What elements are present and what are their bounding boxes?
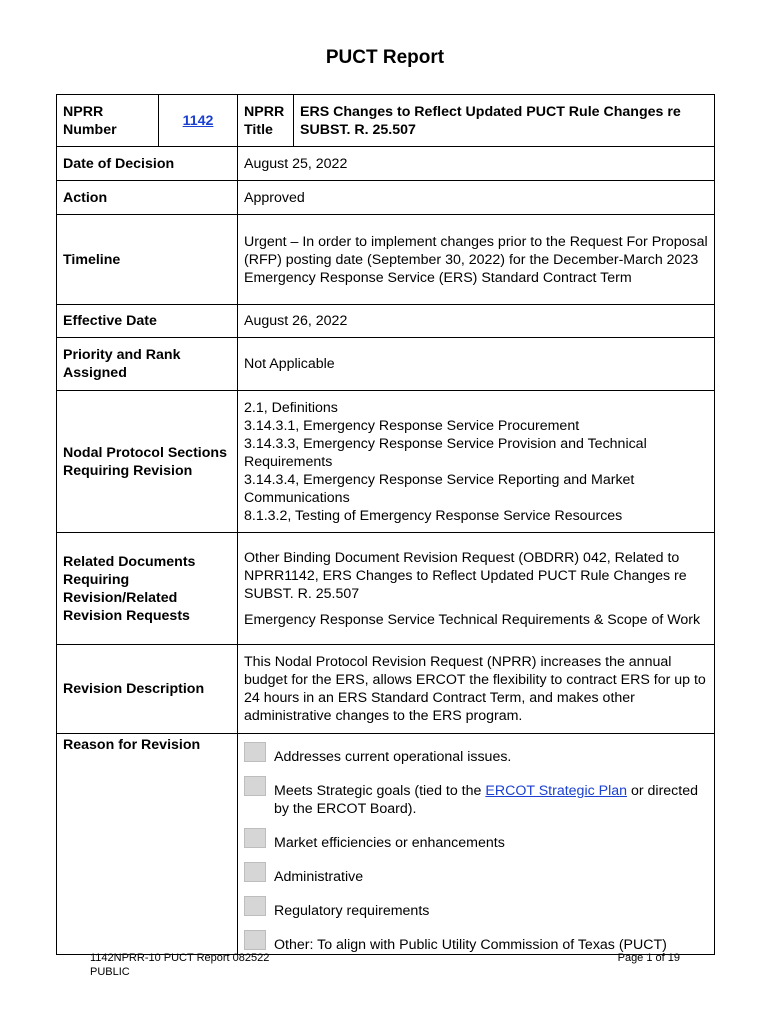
- related-doc-para: Emergency Response Service Technical Requirements & Scope of Work: [244, 611, 701, 628]
- footer-classification: PUBLIC: [90, 966, 130, 978]
- nprr-title-label: NPRR Title: [238, 95, 294, 147]
- page-title: PUCT Report: [325, 47, 445, 68]
- reason-text: [274, 776, 708, 818]
- reason-option: [244, 862, 708, 886]
- table-row: [57, 181, 715, 215]
- sections-label: Nodal Protocol Sections Requiring Revision: [57, 391, 238, 533]
- table-row: [57, 391, 715, 533]
- priority-label: Priority and Rank Assigned: [57, 338, 238, 391]
- section-item: 3.14.3.3, Emergency Response Service Provision and Technical Requirements: [244, 435, 647, 470]
- revision-description-label: Revision Description: [57, 645, 238, 734]
- reason-checkbox[interactable]: [244, 896, 266, 916]
- footer-doc-id: 1142NPRR-10 PUCT Report 082522: [90, 952, 270, 964]
- section-item: 3.14.3.4, Emergency Response Service Reporting and Market Communications: [244, 471, 635, 506]
- effective-date-value: August 26, 2022: [238, 305, 715, 338]
- reason-text: Administrative: [274, 869, 364, 885]
- table-row: [57, 734, 715, 955]
- reason-text: Addresses current operational issues.: [274, 749, 512, 765]
- nprr-number-cell: [159, 95, 238, 147]
- report-table: [56, 94, 715, 955]
- reason-checkbox[interactable]: [244, 862, 266, 882]
- reason-option: [244, 776, 708, 818]
- related-doc-para: Other Binding Document Revision Request (OBDRR) 042, Related to NPRR1142, ERS Changes to Reflect Updated PUCT Rule Changes re SUBST. R. 25.507: [244, 549, 687, 602]
- reason-text: Market efficiencies or enhancements: [274, 835, 505, 851]
- reason-label: Reason for Revision: [57, 734, 238, 955]
- related-docs-label: Related Documents Requiring Revision/Related Revision Requests: [57, 533, 238, 645]
- nprr-header-row: [57, 95, 715, 147]
- nprr-number-label: NPRR Number: [57, 95, 159, 147]
- reason-options: [238, 734, 715, 955]
- reason-option: [244, 896, 708, 920]
- timeline-value: Urgent – In order to implement changes prior to the Request For Proposal (RFP) posting date (September 30, 2022) for the December-March 2023 Emergency Response Service (ERS) Standard Contract Term: [238, 215, 715, 305]
- related-docs-value: [238, 533, 715, 645]
- timeline-label: Timeline: [57, 215, 238, 305]
- table-row: [57, 305, 715, 338]
- section-item: 3.14.3.1, Emergency Response Service Procurement: [244, 417, 580, 434]
- effective-date-label: Effective Date: [57, 305, 238, 338]
- reason-checkbox[interactable]: [244, 742, 266, 762]
- table-row: [57, 338, 715, 391]
- priority-value: Not Applicable: [238, 338, 715, 391]
- reason-text-part: Meets Strategic goals (tied to the: [274, 783, 486, 799]
- table-row: [57, 533, 715, 645]
- revision-description-value: This Nodal Protocol Revision Request (NPRR) increases the annual budget for the ERS, allows ERCOT the flexibility to contract ERS for up to 24 hours in an ERS Standard Contract Term, and makes other administrative changes to the ERS program.: [238, 645, 715, 734]
- action-label: Action: [57, 181, 238, 215]
- date-of-decision-label: Date of Decision: [57, 147, 238, 181]
- reason-checkbox[interactable]: [244, 828, 266, 848]
- reason-checkbox[interactable]: [244, 930, 266, 950]
- sections-value: [238, 391, 715, 533]
- reason-option: [244, 742, 708, 766]
- action-value: Approved: [238, 181, 715, 215]
- table-row: [57, 147, 715, 181]
- nprr-title: ERS Changes to Reflect Updated PUCT Rule Changes re SUBST. R. 25.507: [294, 95, 715, 147]
- table-row: [57, 215, 715, 305]
- nprr-number-link[interactable]: 1142: [182, 112, 214, 129]
- section-item: 2.1, Definitions: [244, 399, 338, 416]
- reason-checkbox[interactable]: [244, 776, 266, 796]
- table-row: [57, 645, 715, 734]
- section-item: 8.1.3.2, Testing of Emergency Response Service Resources: [244, 507, 623, 524]
- reason-text-part: or directed by the ERCOT Board).: [274, 783, 699, 817]
- ercot-strategic-plan-link[interactable]: ERCOT Strategic Plan: [485, 783, 628, 799]
- reason-text: Other: To align with Public Utility Commission of Texas (PUCT): [274, 937, 667, 953]
- date-of-decision-value: August 25, 2022: [238, 147, 715, 181]
- reason-option: [244, 828, 708, 852]
- page-footer: [90, 951, 680, 979]
- footer-page-number: Page 1 of 19: [617, 952, 680, 964]
- reason-text: Regulatory requirements: [274, 903, 430, 919]
